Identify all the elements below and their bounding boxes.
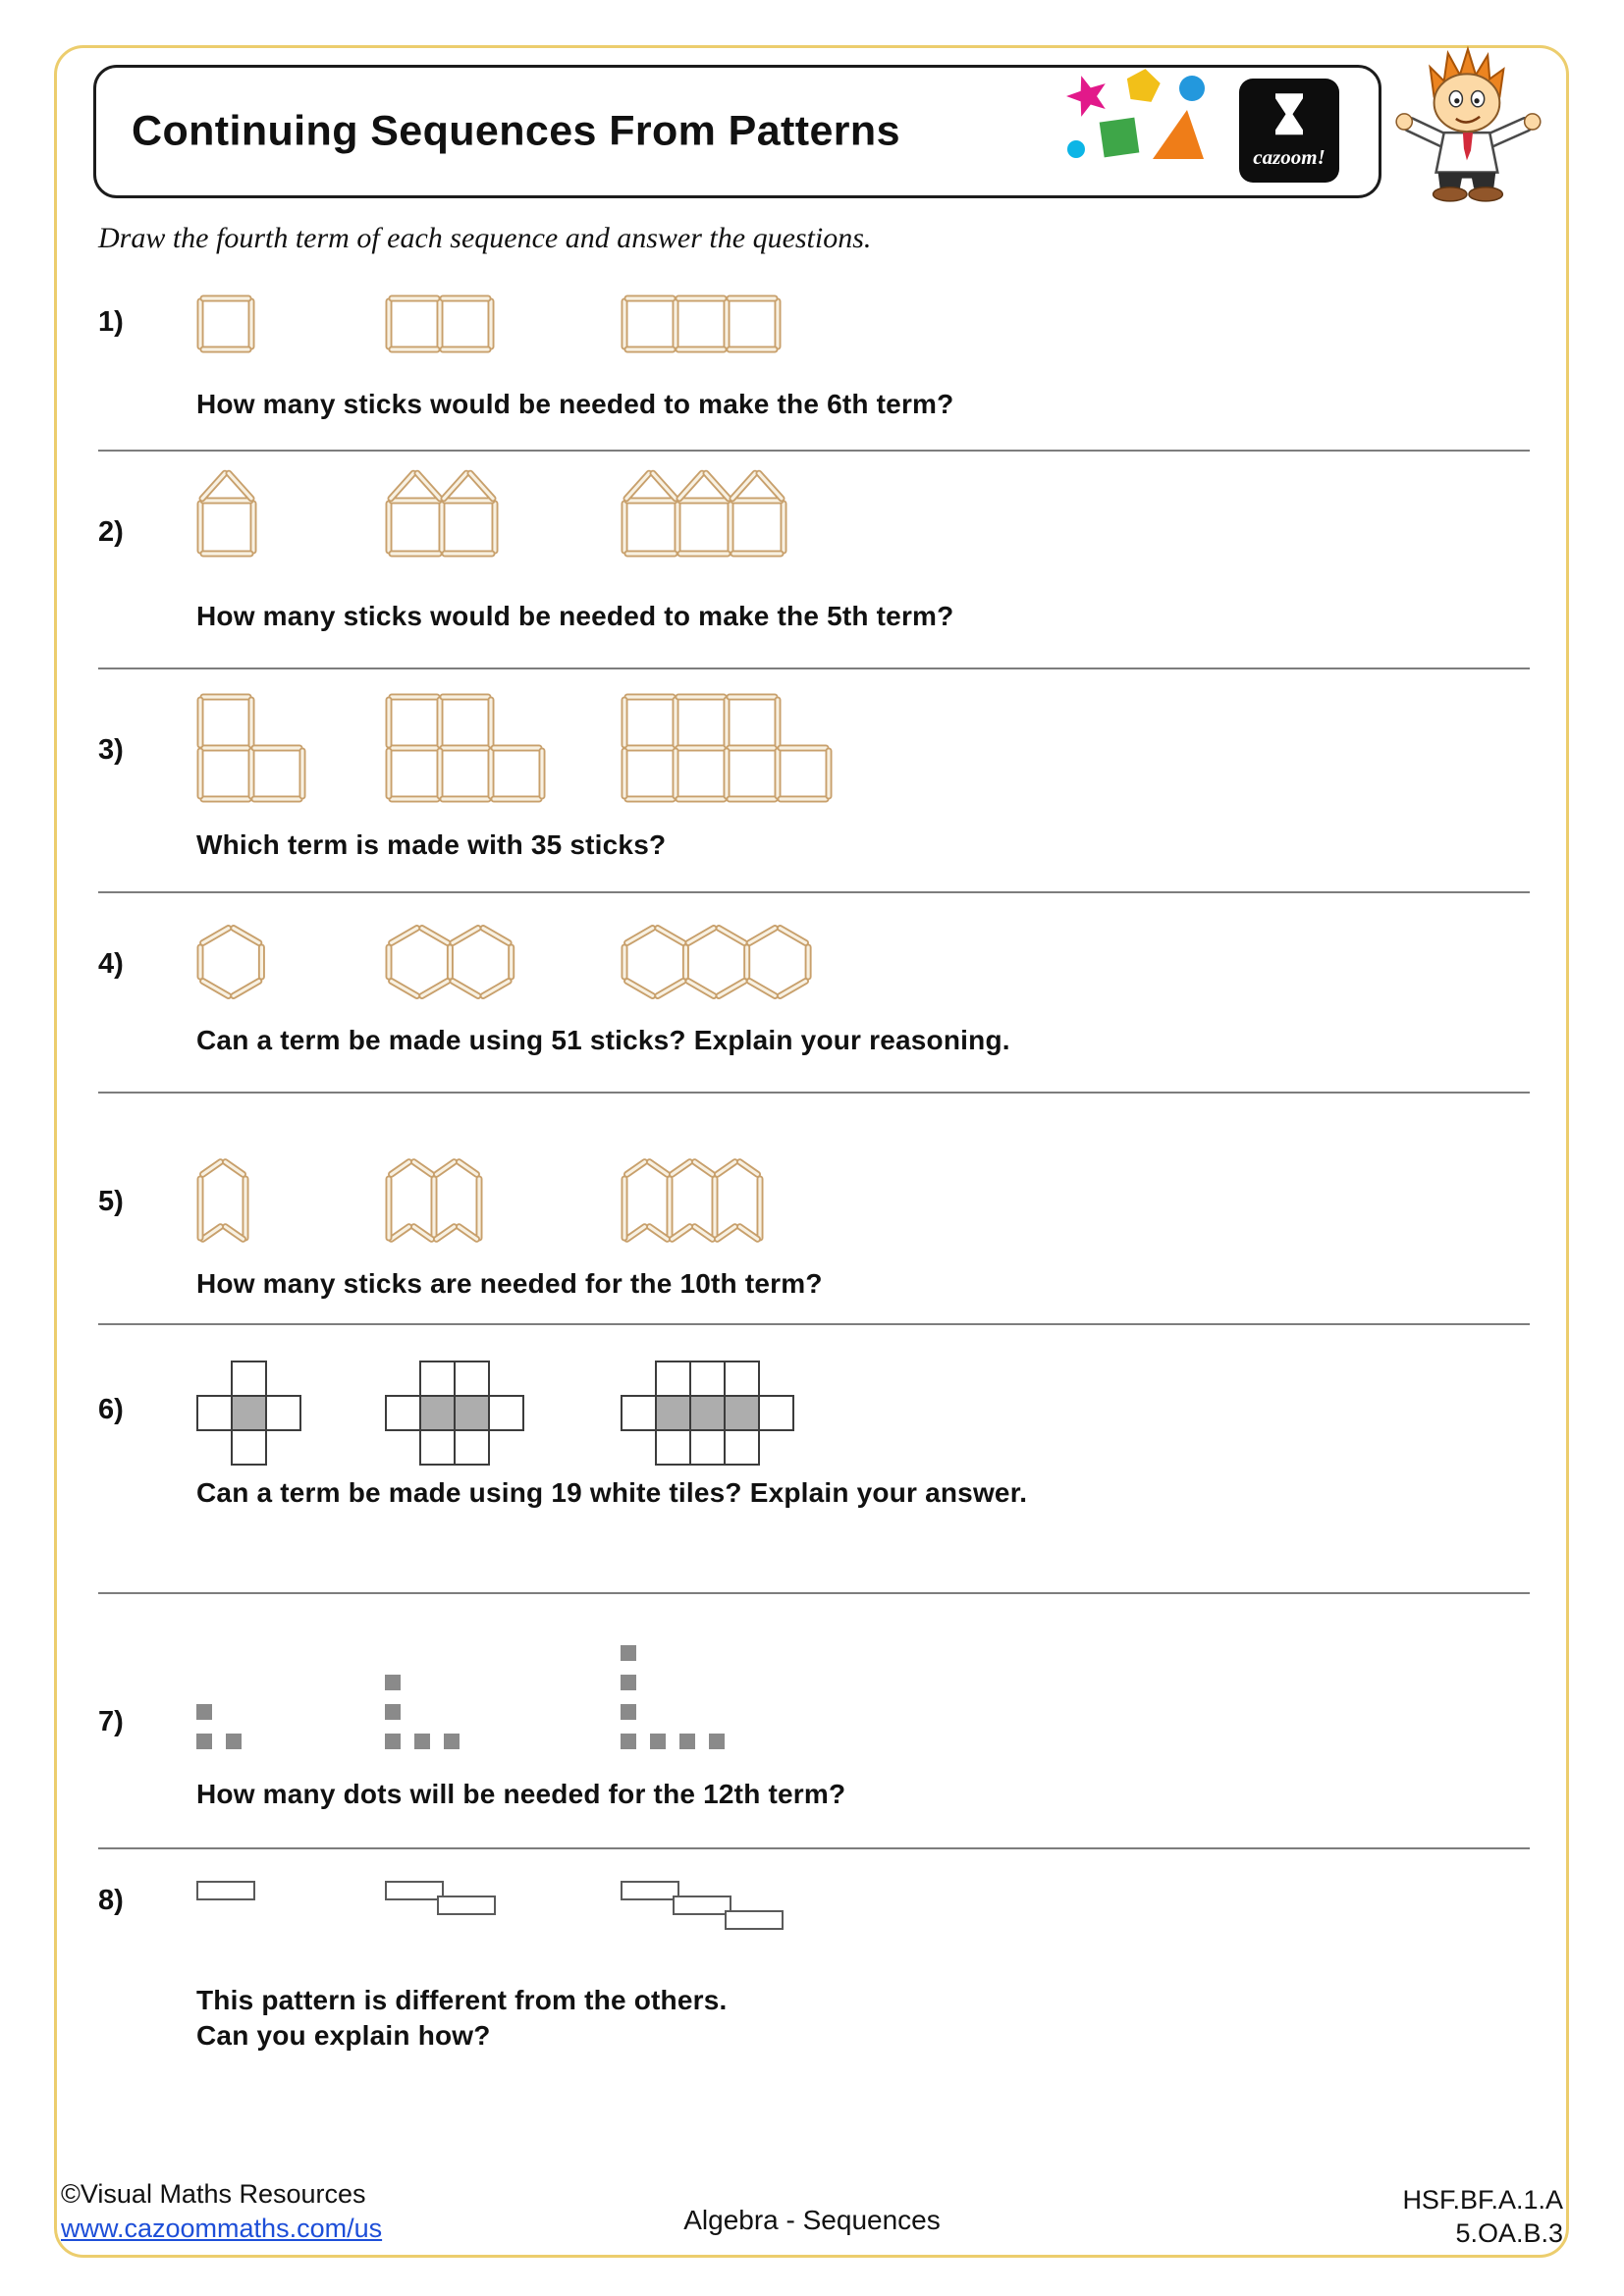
pattern-term-2 [383,1879,498,1917]
question-text: How many sticks would be needed to make the 5th term? [196,601,954,631]
pattern-term-2 [383,293,497,355]
pattern-svg [619,465,789,560]
pattern-svg [194,293,257,355]
question-number: 2) [98,516,124,548]
pattern-term-3 [619,921,815,1003]
pattern-svg [619,1879,785,1932]
pattern-term-2 [383,1154,485,1247]
pattern-svg [619,1359,796,1468]
question-separator [98,1592,1530,1594]
standard-code-2: 5.OA.B.3 [1455,2218,1563,2248]
pattern-svg [383,1359,526,1468]
pattern-term-1 [194,921,268,1003]
pattern-svg [619,1154,766,1247]
pattern-term-3 [619,691,835,805]
pattern-term-1 [194,1879,257,1902]
pattern-term-1 [194,1359,303,1468]
footer-topic: Algebra - Sequences [683,2205,941,2235]
pattern-svg [194,1879,257,1902]
question-separator [98,1847,1530,1849]
question-number: 6) [98,1394,124,1425]
question-text: How many dots will be needed for the 12th term? [196,1779,846,1809]
standard-code-1: HSF.BF.A.1.A [1402,2185,1563,2215]
pattern-svg [383,1154,485,1247]
pattern-term-1 [194,1702,244,1751]
question-separator [98,667,1530,669]
pattern-svg [194,1359,303,1468]
pattern-term-2 [383,921,517,1003]
pattern-term-1 [194,293,257,355]
pattern-term-1 [194,691,308,805]
pattern-svg [194,1702,244,1751]
pattern-svg [383,293,497,355]
pattern-term-3 [619,293,784,355]
copyright-text: ©Visual Maths Resources [61,2179,366,2209]
pattern-svg [383,465,501,560]
question-text: How many sticks would be needed to make the 6th term? [196,389,954,419]
question-text: Which term is made with 35 sticks? [196,829,667,860]
pattern-term-2 [383,691,548,805]
pattern-term-2 [383,1359,526,1468]
question-text: This pattern is different from the others. [196,1985,728,2015]
question-separator [98,1323,1530,1325]
pattern-svg [619,293,784,355]
cazoom-logo-text: cazoom! [1253,145,1326,169]
question-separator [98,1092,1530,1094]
pattern-svg [194,921,268,1003]
pattern-svg [619,691,835,805]
pattern-term-3 [619,1643,727,1751]
question-text: Can a term be made using 51 sticks? Explain your reasoning. [196,1025,1010,1055]
pattern-svg [619,921,815,1003]
question-text-line2: Can you explain how? [196,2020,491,2051]
pattern-svg [383,921,517,1003]
pattern-svg [383,691,548,805]
question-number: 8) [98,1885,124,1916]
pattern-term-1 [194,465,259,560]
pattern-svg [383,1879,498,1917]
pattern-term-2 [383,465,501,560]
pattern-svg [619,1643,727,1751]
question-number: 3) [98,734,124,766]
pattern-svg [194,691,308,805]
pattern-svg [383,1673,461,1751]
pattern-term-3 [619,1359,796,1468]
question-text: Can a term be made using 19 white tiles? Explain your answer. [196,1477,1028,1508]
pattern-svg [194,1154,251,1247]
question-separator [98,450,1530,452]
pattern-term-3 [619,465,789,560]
question-text: How many sticks are needed for the 10th term? [196,1268,823,1299]
question-separator [98,891,1530,893]
pattern-svg [194,465,259,560]
worksheet-title: Continuing Sequences From Patterns [132,107,900,155]
website-link[interactable]: www.cazoommaths.com/us [61,2214,383,2243]
worksheet-instruction: Draw the fourth term of each sequence and answer the questions. [98,222,872,254]
question-number: 7) [98,1706,124,1737]
question-number: 1) [98,306,124,338]
question-number: 4) [98,948,124,980]
pattern-term-3 [619,1879,785,1932]
pattern-term-1 [194,1154,251,1247]
pattern-term-3 [619,1154,766,1247]
pattern-term-2 [383,1673,461,1751]
question-number: 5) [98,1186,124,1217]
